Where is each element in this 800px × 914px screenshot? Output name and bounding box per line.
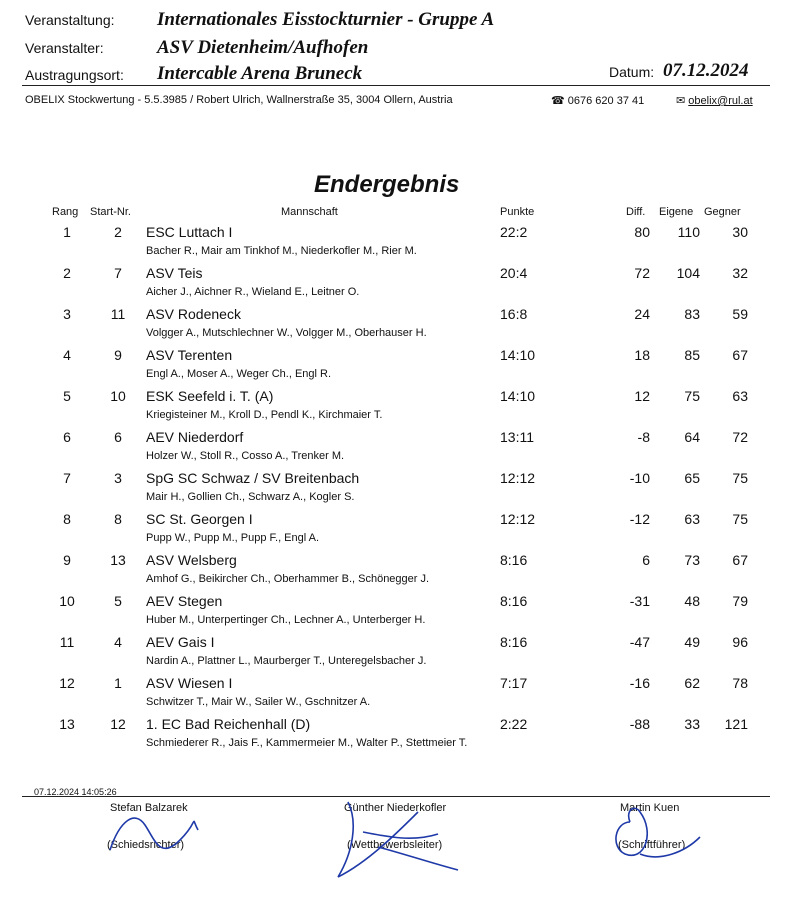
own-cell: 65 [684,470,700,486]
points-cell: 8:16 [500,593,528,609]
start-cell: 1 [114,675,122,691]
team-cell: ASV Terenten [146,347,233,363]
col-rang: Rang [52,206,79,218]
players-cell: Volgger A., Mutschlechner W., Volgger M., Oberhauser H. [146,327,427,339]
players-cell: Aicher J., Aichner R., Wieland E., Leitner O. [146,286,360,298]
diff-cell: -16 [629,675,650,691]
opp-cell: 63 [732,388,748,404]
own-cell: 48 [684,593,700,609]
points-cell: 8:16 [500,552,528,568]
players-cell: Schwitzer T., Mair W., Sailer W., Gschnitzer A. [146,696,371,708]
own-cell: 33 [684,716,700,732]
own-cell: 110 [677,224,700,240]
diff-cell: -8 [637,429,650,445]
col-start: Start-Nr. [90,206,131,218]
own-cell: 85 [684,347,700,363]
diff-cell: -10 [629,470,650,486]
rank-cell: 10 [59,593,75,609]
table-row [0,265,800,306]
points-cell: 8:16 [500,634,528,650]
opp-cell: 59 [732,306,748,322]
table-row [0,224,800,265]
team-cell: ASV Teis [146,265,203,281]
table-row [0,470,800,511]
team-cell: ASV Rodeneck [146,306,241,322]
opp-cell: 121 [724,716,748,732]
print-timestamp: 07.12.2024 14:05:26 [34,787,117,797]
rank-cell: 12 [59,675,75,691]
opp-cell: 32 [732,265,748,281]
table-row [0,716,800,757]
players-cell: Kriegisteiner M., Kroll D., Pendl K., Kirchmaier T. [146,409,383,421]
rank-cell: 1 [63,224,71,240]
rank-cell: 2 [63,265,71,281]
diff-cell: -47 [629,634,650,650]
rank-cell: 5 [63,388,71,404]
signature-role-secretary: (Schriftführer) [618,839,686,851]
points-cell: 22:2 [500,224,528,240]
diff-cell: -31 [629,593,650,609]
own-cell: 49 [684,634,700,650]
start-cell: 11 [110,306,126,322]
signature-scribble-referee [90,790,210,880]
players-cell: Amhof G., Beikircher Ch., Oberhammer B., Schönegger J. [146,573,430,585]
table-row [0,634,800,675]
signature-role-referee: (Schiedsrichter) [107,839,185,851]
points-cell: 13:11 [500,429,534,445]
header-divider [22,85,770,86]
points-cell: 14:10 [500,388,536,404]
players-cell: Pupp W., Pupp M., Pupp F., Engl A. [146,532,320,544]
diff-cell: 6 [642,552,650,568]
opp-cell: 75 [732,470,748,486]
col-team: Mannschaft [281,206,338,218]
table-row [0,593,800,634]
diff-cell: 24 [634,306,650,322]
points-cell: 2:22 [500,716,528,732]
own-cell: 83 [684,306,700,322]
start-cell: 2 [114,224,122,240]
opp-cell: 30 [732,224,748,240]
rank-cell: 9 [63,552,71,568]
col-opp: Gegner [704,206,741,218]
email-address[interactable]: obelix@rul.at [688,95,753,107]
points-cell: 12:12 [500,511,536,527]
phone-block [551,94,644,107]
rank-cell: 8 [63,511,71,527]
diff-cell: 12 [634,388,650,404]
team-cell: AEV Niederdorf [146,429,244,445]
own-cell: 104 [676,265,700,281]
team-cell: ESC Luttach I [146,224,233,240]
table-row [0,347,800,388]
envelope-icon: ✉ [676,95,686,107]
col-diff: Diff. [626,206,646,218]
opp-cell: 78 [732,675,748,691]
organizer-value: ASV Dietenheim/Aufhofen [157,37,369,58]
team-cell: SC St. Georgen I [146,511,253,527]
col-own: Eigene [659,206,694,218]
players-cell: Bacher R., Mair am Tinkhof M., Niederkofler M., Rier M. [146,245,417,257]
rank-cell: 7 [63,470,71,486]
diff-cell: 80 [634,224,650,240]
table-row [0,675,800,716]
table-row [0,552,800,593]
team-cell: ASV Welsberg [146,552,237,568]
venue-value: Intercable Arena Bruneck [157,63,363,84]
points-cell: 16:8 [500,306,528,322]
start-cell: 12 [110,716,126,732]
event-label: Veranstaltung: [25,12,115,28]
opp-cell: 67 [732,347,748,363]
opp-cell: 79 [732,593,748,609]
signature-name-secretary: Martin Kuen [620,802,680,814]
date-label: Datum: [609,64,655,80]
points-cell: 12:12 [500,470,536,486]
signature-name-director: Günther Niederkofler [344,802,447,814]
email-block [676,94,753,107]
players-cell: Engl A., Moser A., Weger Ch., Engl R. [146,368,332,380]
rank-cell: 3 [63,306,71,322]
signature-role-director: (Wettbewerbsleiter) [347,839,443,851]
signature-name-referee: Stefan Balzarek [110,802,188,814]
software-line: OBELIX Stockwertung - 5.5.3985 / Robert Ulrich, Wallnerstraße 35, 3004 Ollern, Austria [25,94,453,106]
opp-cell: 72 [732,429,748,445]
start-cell: 6 [114,429,122,445]
players-cell: Schmiederer R., Jais F., Kammermeier M., Walter P., Stettmeier T. [146,737,468,749]
own-cell: 63 [684,511,700,527]
event-value: Internationales Eisstockturnier - Gruppe A [157,9,495,30]
start-cell: 10 [110,388,126,404]
rank-cell: 13 [59,716,75,732]
phone-number: 0676 620 37 41 [567,95,645,107]
start-cell: 4 [114,634,122,650]
own-cell: 62 [684,675,700,691]
opp-cell: 96 [732,634,748,650]
table-row [0,306,800,347]
diff-cell: 18 [634,347,650,363]
start-cell: 9 [114,347,122,363]
team-cell: ASV Wiesen I [146,675,233,691]
own-cell: 64 [684,429,700,445]
diff-cell: -12 [629,511,650,527]
players-cell: Huber M., Unterpertinger Ch., Lechner A., Unterberger H. [146,614,426,626]
table-row [0,511,800,552]
players-cell: Mair H., Gollien Ch., Schwarz A., Kogler S. [146,491,355,503]
signature-scribble-director [318,792,468,892]
opp-cell: 75 [732,511,748,527]
page-title: Endergebnis [314,171,460,198]
rank-cell: 4 [63,347,71,363]
phone-icon: ☎ [551,95,565,107]
team-cell: ESK Seefeld i. T. (A) [146,388,274,404]
points-cell: 20:4 [500,265,528,281]
players-cell: Nardin A., Plattner L., Maurberger T., Unteregelsbacher J. [146,655,427,667]
team-cell: AEV Stegen [146,593,223,609]
signature-scribble-secretary [590,792,710,882]
date-value: 07.12.2024 [663,60,749,81]
own-cell: 75 [684,388,700,404]
venue-label: Austragungsort: [25,67,124,83]
points-cell: 7:17 [500,675,528,691]
diff-cell: -88 [629,716,650,732]
organizer-label: Veranstalter: [25,40,104,56]
points-cell: 14:10 [500,347,536,363]
rank-cell: 6 [63,429,71,445]
start-cell: 8 [114,511,122,527]
start-cell: 5 [114,593,122,609]
start-cell: 3 [114,470,122,486]
players-cell: Holzer W., Stoll R., Cosso A., Trenker M. [146,450,345,462]
start-cell: 13 [110,552,126,568]
table-row [0,429,800,470]
table-row [0,388,800,429]
team-cell: SpG SC Schwaz / SV Breitenbach [146,470,360,486]
rank-cell: 11 [59,634,75,650]
start-cell: 7 [114,265,122,281]
team-cell: AEV Gais I [146,634,215,650]
team-cell: 1. EC Bad Reichenhall (D) [146,716,311,732]
own-cell: 73 [684,552,700,568]
col-points: Punkte [500,206,535,218]
opp-cell: 67 [732,552,748,568]
diff-cell: 72 [634,265,650,281]
